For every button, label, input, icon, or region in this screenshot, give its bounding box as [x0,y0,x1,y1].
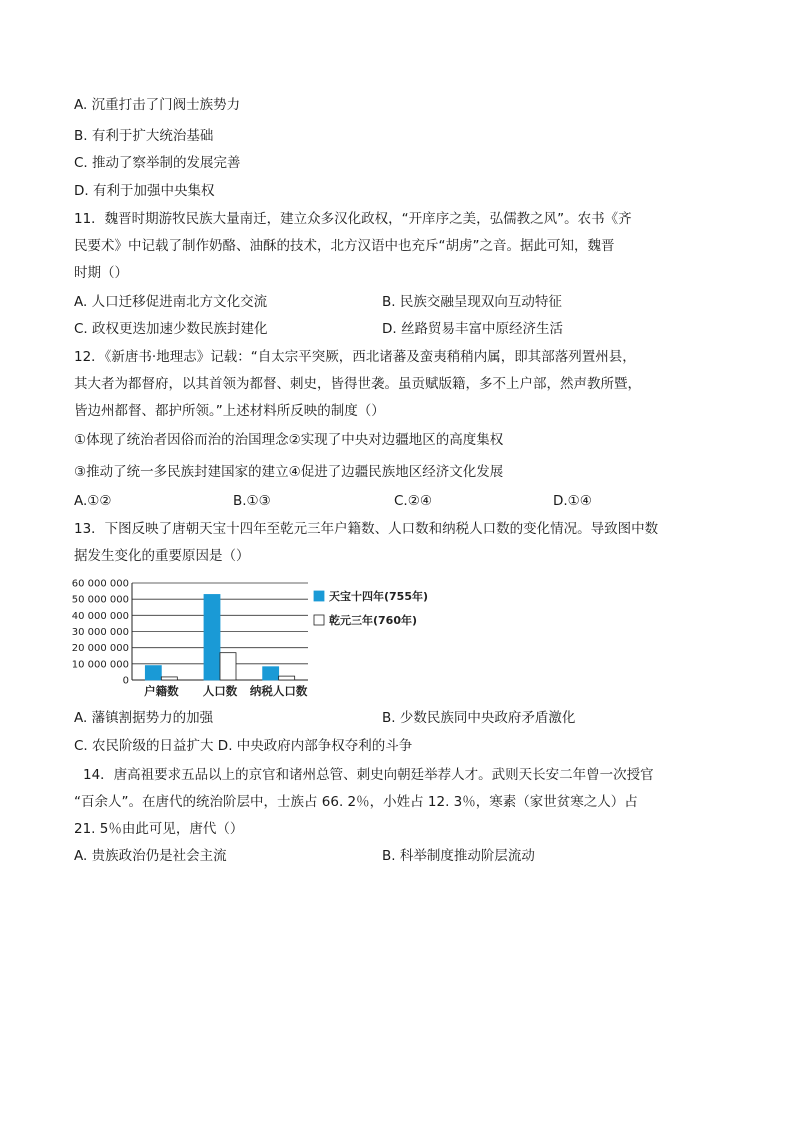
population-bar-chart [70,575,430,710]
y-tick-label: 20 000 000 [71,643,129,655]
chart-svg [70,575,430,710]
q14-stem-line-2: “百余人”。在唐代的统治阶层中，士族占 66. 2％，小姓占 12. 3％，寒素（家世贫寒之人）占 [74,794,638,810]
q10-option-c: C. 推动了察举制的发展完善 [74,155,241,171]
q11-stem-line-2: 民要术》中记载了制作奶酪、油酥的技术，北方汉语中也充斥“胡虏”之音。据此可知，魏晋 [74,238,615,254]
q14-stem-line-3: 21. 5％由此可见，唐代（） [74,821,244,837]
q11-option-c: C. 政权更迭加速少数民族封建化 [74,321,268,337]
bar [204,594,220,680]
q11-option-b: B. 民族交融呈现双向互动特征 [382,294,562,310]
q13-stem-line-2: 据发生变化的重要原因是（） [74,548,250,564]
q12-statement-line-2: ③推动了统一多民族封建国家的建立④促进了边疆民族地区经济文化发展 [74,464,504,480]
bar [220,653,236,680]
q11-option-d: D. 丝路贸易丰富中原经济生活 [382,321,563,337]
q13-stem-line-1: 13．下图反映了唐朝天宝十四年至乾元三年户籍数、人口数和纳税人口数的变化情况。导致图中数 [74,521,659,537]
y-tick-label: 10 000 000 [71,659,129,671]
q12-stem-line-2: 其大者为都督府，以其首领为都督、刺史，皆得世袭。虽贡赋版籍，多不上户部，然声教所暨， [74,376,641,392]
x-tick-label: 纳税人口数 [249,684,308,698]
bar [279,676,295,680]
q11-stem-line-1: 11．魏晋时期游牧民族大量南迁，建立众多汉化政权，“开庠序之美，弘儒教之风”。农书《齐 [74,211,632,227]
bar [263,667,279,680]
q14-option-b: B. 科举制度推动阶层流动 [382,848,535,864]
legend-swatch [314,615,324,625]
q13-option-a: A. 藩镇割据势力的加强 [74,710,214,726]
legend-label: 乾元三年(760年) [329,614,418,627]
y-tick-label: 50 000 000 [71,594,129,606]
q10-option-d: D. 有利于加强中央集权 [74,183,215,199]
q12-option-b: B.①③ [233,493,271,509]
x-tick-label: 户籍数 [144,684,179,698]
q11-stem-line-3: 时期（） [74,265,128,281]
y-tick-label: 40 000 000 [71,610,129,622]
q12-option-a: A.①② [74,493,112,509]
q12-stem-line-3: 皆边州都督、都护所领。”上述材料所反映的制度（） [74,403,385,419]
bar [145,666,161,680]
q10-option-b: B. 有利于扩大统治基础 [74,128,214,144]
q14-option-a: A. 贵族政治仍是社会主流 [74,848,227,864]
q14-stem-line-1: 14．唐高祖要求五品以上的京官和诸州总管、刺史向朝廷举荐人才。武则天长安二年曾一次授官 [83,767,654,783]
q13-option-cd: C. 农民阶级的日益扩大 D. 中央政府内部争权夺利的斗争 [74,738,413,754]
legend-label: 天宝十四年(755年) [329,590,429,603]
q13-option-b: B. 少数民族同中央政府矛盾激化 [382,710,576,726]
q12-option-d: D.①④ [553,493,592,509]
bar [161,677,177,680]
q12-stem-line-1: 12．《新唐书·地理志》记载：“自太宗平突厥，西北诸蕃及蛮夷稍稍内属，即其部落列置州县， [74,349,636,365]
x-tick-label: 人口数 [202,684,238,698]
q12-statement-line-1: ①体现了统治者因俗而治的治国理念②实现了中央对边疆地区的高度集权 [74,432,504,448]
legend-swatch [314,591,324,601]
y-tick-label: 60 000 000 [71,578,129,590]
y-tick-label: 30 000 000 [71,627,129,638]
q11-option-a: A. 人口迁移促进南北方文化交流 [74,294,268,310]
y-tick-label: 0 [122,675,129,687]
q10-option-a: A. 沉重打击了门阀士族势力 [74,97,241,113]
q12-option-c: C.②④ [394,493,432,509]
